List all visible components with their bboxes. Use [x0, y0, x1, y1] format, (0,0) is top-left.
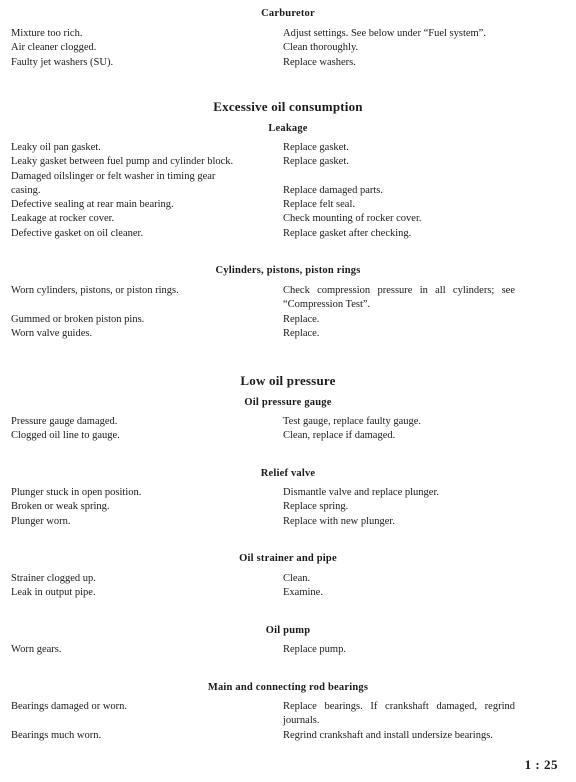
remedy-text: Replace with new plunger.: [283, 515, 395, 527]
cause-text: Strainer clogged up.: [11, 573, 96, 584]
table-row: [0, 486, 576, 500]
subsection-heading: Main and connecting rod bearings: [207, 682, 369, 693]
cause-text: Leaky gasket between fuel pump and cylinder block.: [11, 156, 234, 168]
cause-text: Bearings much worn.: [11, 729, 102, 741]
table-cylinders: [0, 284, 576, 341]
table-row: [0, 227, 576, 241]
remedy-text: Clean thoroughly.: [283, 42, 359, 54]
cause-text: Plunger worn.: [11, 515, 71, 527]
remedy-text: Examine.: [283, 587, 323, 599]
cause-text: Worn gears.: [11, 644, 62, 655]
table-row: [0, 586, 576, 600]
table-strainer: [0, 572, 576, 601]
remedy-text: Replace felt seal.: [283, 199, 356, 211]
chapter-heading: Excessive oil consumption: [213, 99, 363, 114]
subsection-heading: Oil pressure gauge: [244, 397, 332, 408]
page-number: 1 : 25: [524, 757, 558, 772]
chapter-heading: Low oil pressure: [240, 373, 336, 388]
table-row: [0, 184, 576, 198]
subsection-heading: Cylinders, pistons, piston rings: [215, 265, 361, 276]
subsection-heading: Leakage: [268, 123, 308, 134]
cause-text: Leaky oil pan gasket.: [11, 142, 101, 153]
remedy-text: Test gauge, replace faulty gauge.: [283, 416, 422, 427]
cause-text: Damaged oilslinger or felt washer in timing gear: [11, 170, 216, 182]
cause-text: Faulty jet washers (SU).: [11, 56, 114, 68]
table-gauge: [0, 415, 576, 444]
table-row: [0, 313, 576, 327]
cause-text: Worn valve guides.: [11, 327, 93, 339]
cause-text: Gummed or broken piston pins.: [11, 313, 145, 325]
remedy-text: Adjust settings. See below under “Fuel system”.: [283, 28, 486, 39]
cause-text: Bearings damaged or worn.: [11, 701, 128, 712]
table-row: [0, 41, 576, 55]
remedy-text: Replace spring.: [283, 501, 349, 513]
remedy-text: Clean, replace if damaged.: [283, 430, 396, 442]
table-row: [0, 700, 576, 729]
subsection-heading: Oil pump: [265, 625, 311, 636]
cause-text: Leakage at rocker cover.: [11, 213, 115, 225]
table-row: [0, 284, 576, 313]
cause-text: casing.: [11, 184, 41, 196]
remedy-text: Replace damaged parts.: [283, 184, 383, 196]
remedy-text: Replace washers.: [283, 56, 356, 68]
remedy-text: Clean.: [283, 573, 311, 584]
remedy-text: Replace bearings. If crankshaft damaged, regrind journals.: [283, 701, 515, 727]
table-row: [0, 155, 576, 169]
subsection-heading: Oil strainer and pipe: [239, 553, 337, 564]
table-row: [0, 198, 576, 212]
remedy-text: Replace.: [283, 313, 320, 325]
table-row: [0, 515, 576, 529]
table-row: [0, 500, 576, 514]
table-row: [0, 56, 576, 70]
table-row: [0, 429, 576, 443]
cause-text: Plunger stuck in open position.: [11, 487, 142, 498]
remedy-text: Replace.: [283, 327, 320, 339]
table-row: [0, 643, 576, 657]
table-row: [0, 327, 576, 341]
table-oil-pump: [0, 643, 576, 657]
section-heading: Carburetor: [261, 8, 315, 19]
table-row: [0, 415, 576, 429]
table-relief-valve: [0, 486, 576, 529]
remedy-text: Replace gasket.: [283, 156, 349, 168]
cause-text: Worn cylinders, pistons, or piston rings.: [11, 285, 179, 296]
cause-text: Leak in output pipe.: [11, 587, 96, 599]
table-row: [0, 141, 576, 155]
cause-text: Broken or weak spring.: [11, 501, 110, 513]
cause-text: Clogged oil line to gauge.: [11, 430, 120, 442]
remedy-text: Check mounting of rocker cover.: [283, 213, 422, 225]
cause-text: Defective gasket on oil cleaner.: [11, 227, 144, 239]
table-row: [0, 170, 576, 184]
cause-text: Defective sealing at rear main bearing.: [11, 199, 174, 211]
remedy-text: Replace gasket after checking.: [283, 227, 412, 239]
table-leakage: [0, 141, 576, 241]
cause-text: Air cleaner clogged.: [11, 42, 97, 54]
table-carburetor: [0, 27, 576, 70]
remedy-text: Replace pump.: [283, 644, 346, 655]
cause-text: Pressure gauge damaged.: [11, 416, 118, 427]
remedy-text: Replace gasket.: [283, 142, 349, 153]
table-row: [0, 27, 576, 41]
table-row: [0, 572, 576, 586]
table-row: [0, 729, 576, 743]
cause-text: Mixture too rich.: [11, 28, 83, 39]
table-bearings: [0, 700, 576, 743]
table-row: [0, 212, 576, 226]
remedy-text: Check compression pressure in all cylinders; see “Compression Test”.: [283, 285, 515, 311]
subsection-heading: Relief valve: [260, 468, 316, 479]
remedy-text: Regrind crankshaft and install undersize bearings.: [283, 729, 493, 741]
remedy-text: Dismantle valve and replace plunger.: [283, 487, 439, 498]
